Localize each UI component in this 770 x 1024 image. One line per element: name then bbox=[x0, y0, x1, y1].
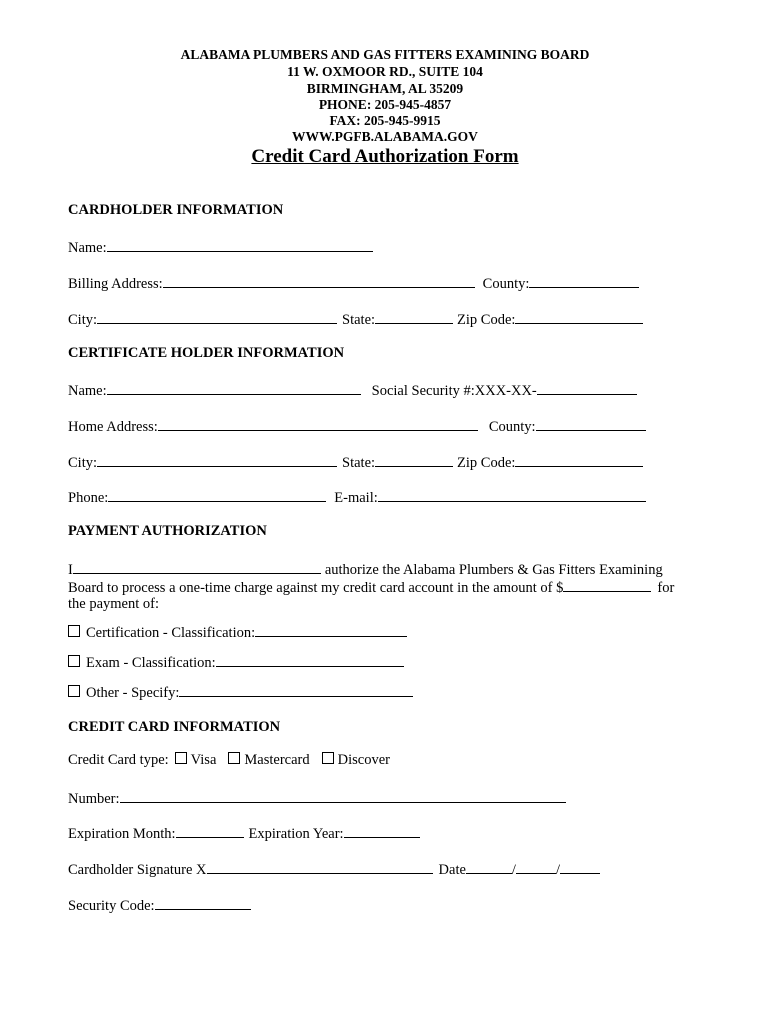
date-day-field[interactable] bbox=[516, 858, 556, 874]
other-checkbox[interactable] bbox=[68, 685, 80, 697]
home-county-field[interactable] bbox=[536, 415, 646, 431]
other-specify-field[interactable] bbox=[179, 681, 413, 697]
home-address-label: Home Address: bbox=[68, 419, 158, 435]
exp-month-label: Expiration Month: bbox=[68, 826, 176, 842]
cardholder-city-row bbox=[68, 308, 643, 328]
security-code-label: Security Code: bbox=[68, 898, 155, 914]
cert-name-label: Name: bbox=[68, 383, 107, 399]
mastercard-checkbox[interactable] bbox=[228, 752, 240, 764]
payment-of-text: the payment of: bbox=[68, 596, 160, 612]
card-number-field[interactable] bbox=[120, 787, 566, 803]
option-other-row bbox=[68, 681, 413, 701]
signature-label: Cardholder Signature X bbox=[68, 862, 207, 878]
visa-label: Visa bbox=[190, 752, 217, 768]
board-city: BIRMINGHAM, AL 35209 bbox=[306, 81, 464, 96]
email-field[interactable] bbox=[378, 486, 646, 502]
payment-line-3 bbox=[68, 594, 159, 614]
card-type-label: Credit Card type: bbox=[68, 752, 169, 768]
home-address-field[interactable] bbox=[158, 415, 478, 431]
mastercard-label: Mastercard bbox=[244, 752, 310, 768]
payment-i-label: I bbox=[68, 562, 73, 578]
cardholder-name-row bbox=[68, 236, 373, 256]
date-label: Date bbox=[438, 862, 466, 878]
certification-classification-field[interactable] bbox=[255, 621, 407, 637]
cardholder-name-field[interactable] bbox=[107, 236, 373, 252]
payment-intro-text: authorize the Alabama Plumbers & Gas Fitters Examining bbox=[324, 562, 663, 578]
amount-field[interactable] bbox=[563, 576, 651, 592]
billing-address-row bbox=[68, 272, 639, 292]
cardholder-city-field[interactable] bbox=[97, 308, 337, 324]
exam-checkbox[interactable] bbox=[68, 655, 80, 667]
certificate-holder-heading: CERTIFICATE HOLDER INFORMATION bbox=[68, 345, 345, 361]
credit-card-heading: CREDIT CARD INFORMATION bbox=[68, 719, 281, 735]
exp-year-label: Expiration Year: bbox=[248, 826, 344, 842]
exp-month-field[interactable] bbox=[176, 822, 244, 838]
payment-line-1 bbox=[68, 558, 663, 578]
billing-address-label: Billing Address: bbox=[68, 276, 163, 292]
billing-county-label: County: bbox=[482, 276, 530, 292]
option-exam-row bbox=[68, 651, 404, 671]
discover-label: Discover bbox=[337, 752, 390, 768]
date-slash-1: / bbox=[511, 862, 516, 878]
visa-checkbox[interactable] bbox=[175, 752, 187, 764]
payment-line-2 bbox=[68, 576, 674, 596]
ssn-label: Social Security #:XXX-XX- bbox=[371, 383, 537, 399]
cardholder-heading: CARDHOLDER INFORMATION bbox=[68, 202, 284, 218]
cert-zip-field[interactable] bbox=[515, 451, 643, 467]
card-type-row bbox=[68, 750, 390, 770]
expiration-row bbox=[68, 822, 420, 842]
card-number-row bbox=[68, 787, 566, 807]
signature-row bbox=[68, 858, 600, 878]
form-title: Credit Card Authorization Form bbox=[251, 146, 519, 167]
security-code-field[interactable] bbox=[155, 894, 251, 910]
cardholder-state-label: State: bbox=[342, 312, 376, 328]
ssn-field[interactable] bbox=[537, 379, 637, 395]
billing-address-field[interactable] bbox=[163, 272, 475, 288]
payment-for-text: for bbox=[657, 580, 675, 596]
cert-state-label: State: bbox=[342, 455, 376, 471]
email-label: E-mail: bbox=[334, 490, 378, 506]
billing-county-field[interactable] bbox=[529, 272, 639, 288]
board-name: ALABAMA PLUMBERS AND GAS FITTERS EXAMINING BOARD bbox=[180, 47, 590, 62]
cert-zip-label: Zip Code: bbox=[457, 455, 516, 471]
cardholder-zip-label: Zip Code: bbox=[457, 312, 516, 328]
authorizer-name-field[interactable] bbox=[73, 558, 321, 574]
cert-city-row bbox=[68, 451, 643, 471]
cardholder-zip-field[interactable] bbox=[515, 308, 643, 324]
option-certification-row bbox=[68, 621, 407, 641]
certification-label: Certification - Classification: bbox=[86, 625, 256, 641]
payment-charge-text: Board to process a one-time charge against my credit card account in the amount of $ bbox=[68, 580, 564, 596]
cert-city-field[interactable] bbox=[97, 451, 337, 467]
other-label: Other - Specify: bbox=[86, 685, 180, 701]
date-slash-2: / bbox=[555, 862, 560, 878]
phone-email-row bbox=[68, 486, 646, 506]
home-address-row bbox=[68, 415, 646, 435]
certification-checkbox[interactable] bbox=[68, 625, 80, 637]
discover-checkbox[interactable] bbox=[322, 752, 334, 764]
exam-label: Exam - Classification: bbox=[86, 655, 216, 671]
exam-classification-field[interactable] bbox=[216, 651, 404, 667]
board-fax: FAX: 205-945-9915 bbox=[329, 113, 441, 128]
security-code-row bbox=[68, 894, 251, 914]
cert-name-field[interactable] bbox=[107, 379, 361, 395]
cardholder-name-label: Name: bbox=[68, 240, 107, 256]
cert-city-label: City: bbox=[68, 455, 98, 471]
signature-field[interactable] bbox=[207, 858, 433, 874]
board-website: WWW.PGFB.ALABAMA.GOV bbox=[292, 129, 478, 144]
board-street: 11 W. OXMOOR RD., SUITE 104 bbox=[287, 64, 483, 79]
home-county-label: County: bbox=[488, 419, 536, 435]
phone-label: Phone: bbox=[68, 490, 109, 506]
date-month-field[interactable] bbox=[466, 858, 512, 874]
board-phone: PHONE: 205-945-4857 bbox=[318, 97, 452, 112]
date-year-field[interactable] bbox=[560, 858, 600, 874]
phone-field[interactable] bbox=[108, 486, 326, 502]
exp-year-field[interactable] bbox=[344, 822, 420, 838]
cardholder-state-field[interactable] bbox=[375, 308, 453, 324]
payment-heading: PAYMENT AUTHORIZATION bbox=[68, 523, 267, 539]
cert-name-row bbox=[68, 379, 637, 399]
cert-state-field[interactable] bbox=[375, 451, 453, 467]
card-number-label: Number: bbox=[68, 791, 120, 807]
cardholder-city-label: City: bbox=[68, 312, 98, 328]
